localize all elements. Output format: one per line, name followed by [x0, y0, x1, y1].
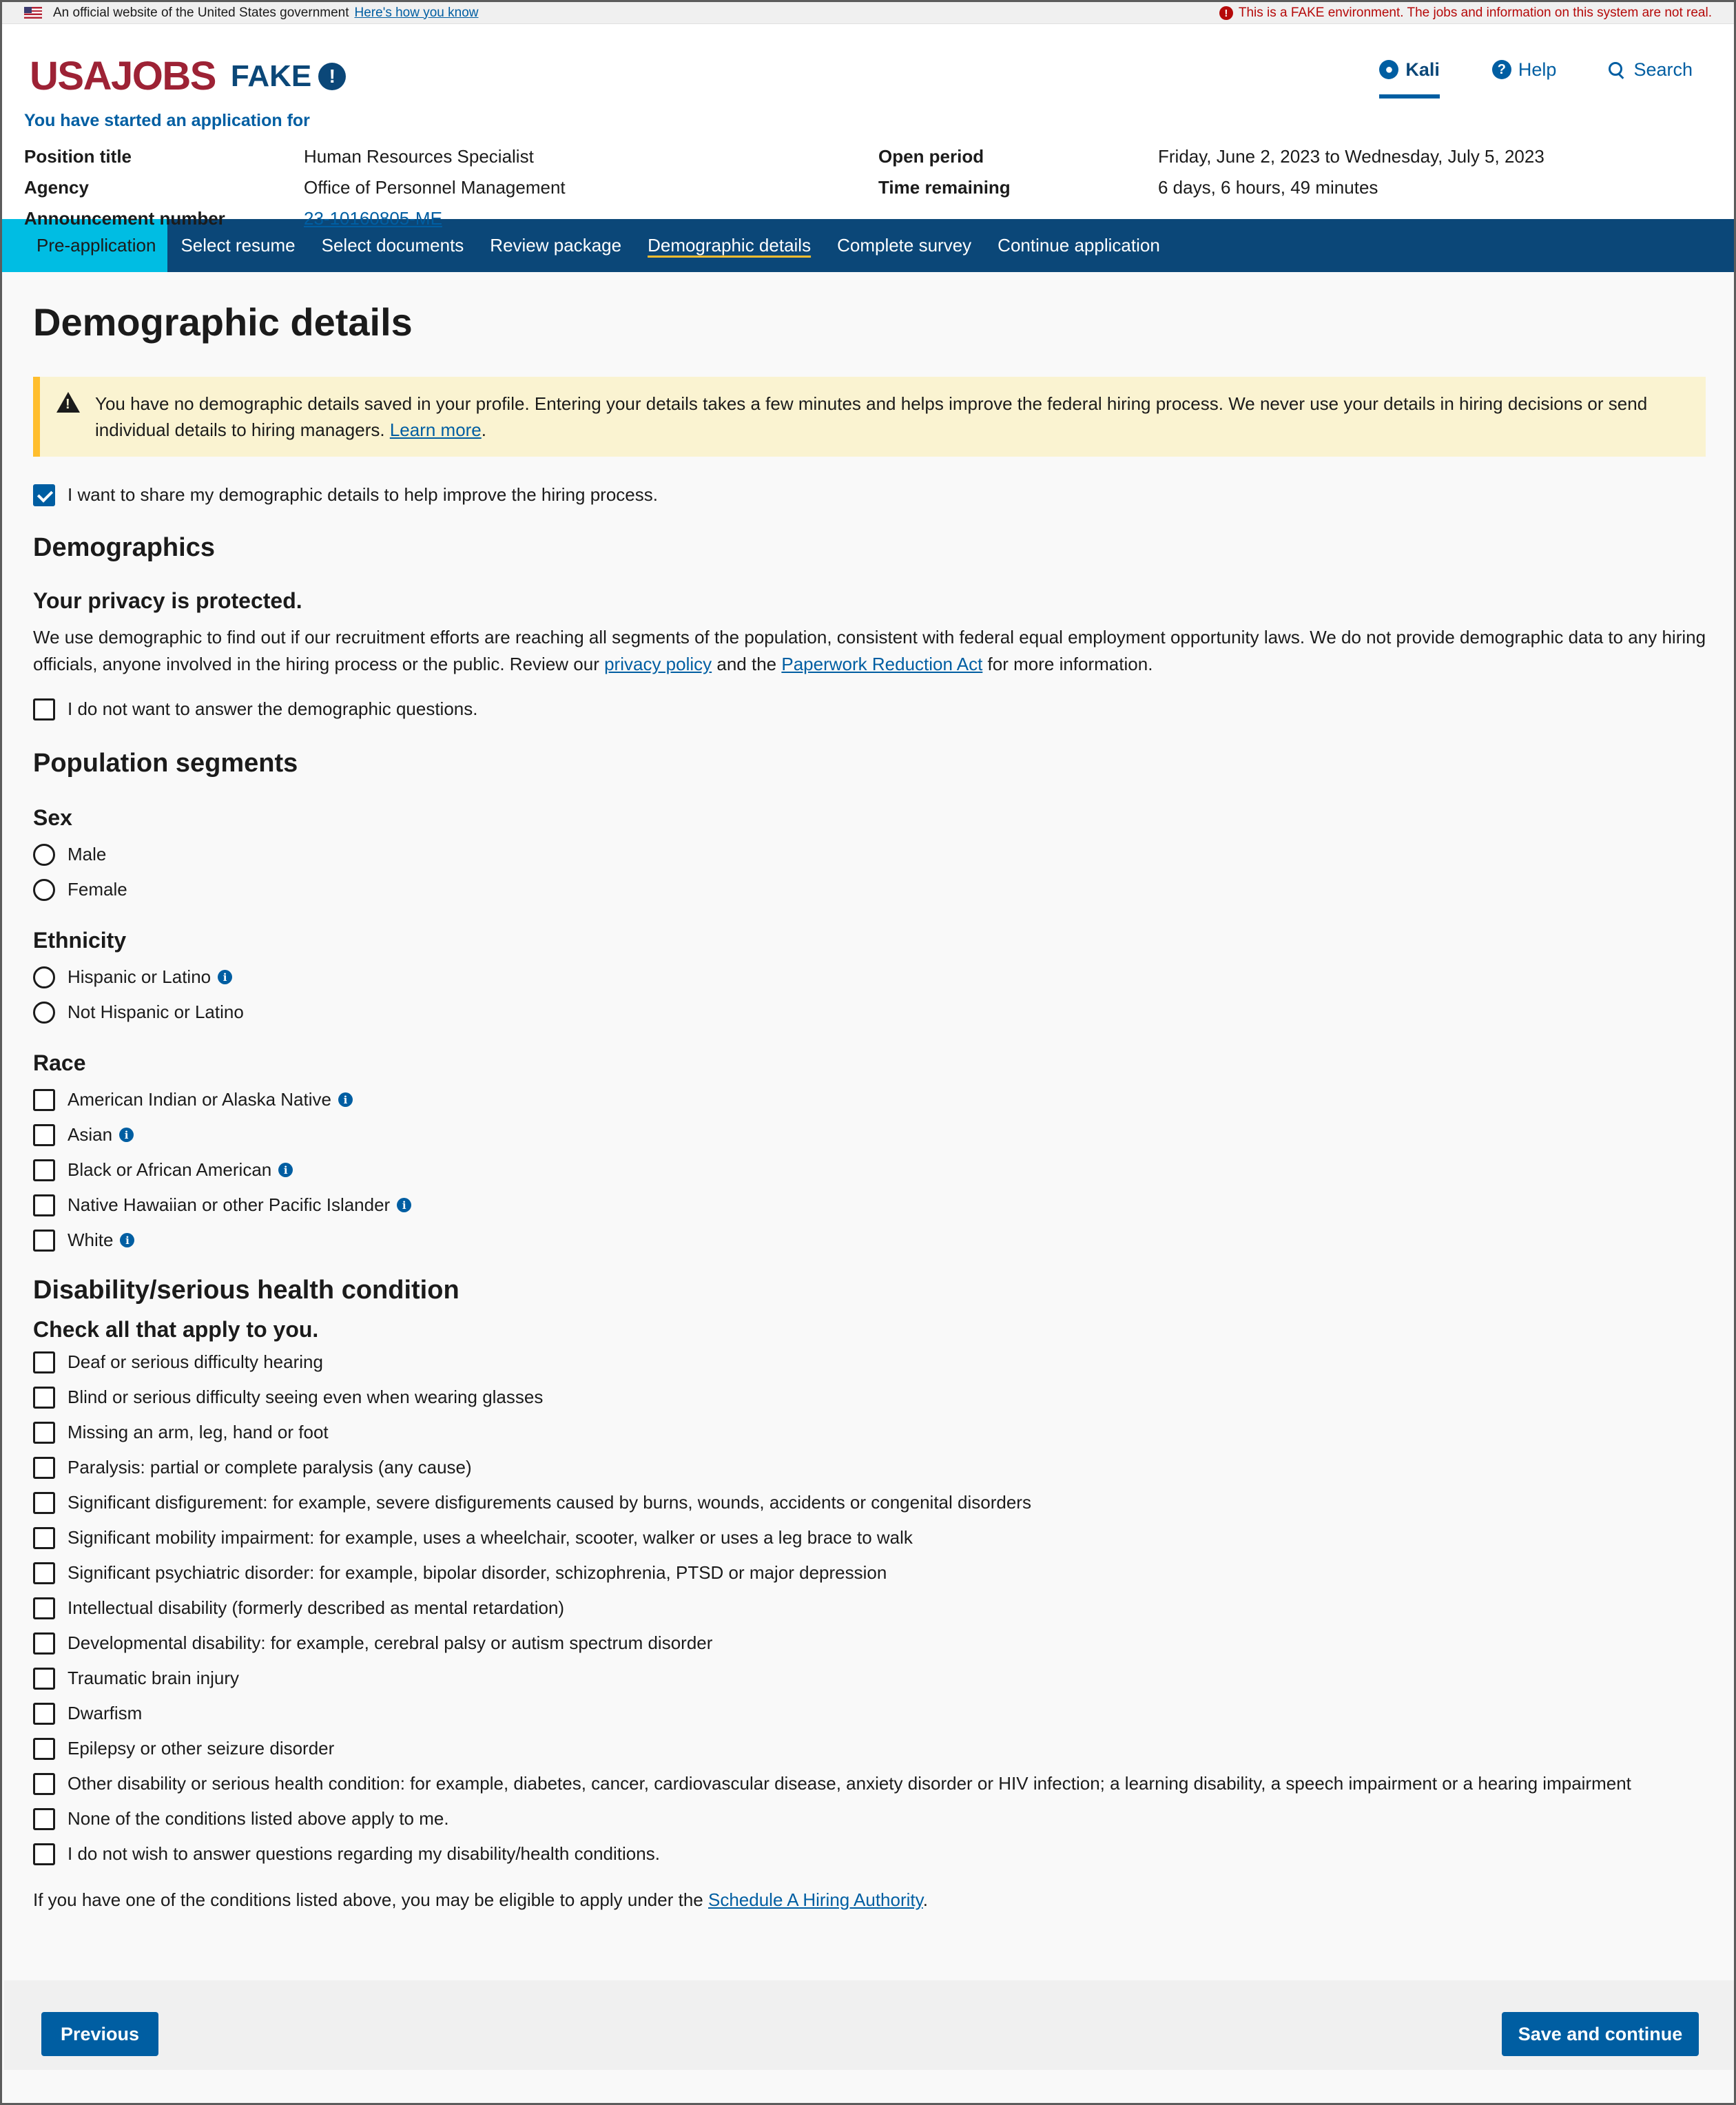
disability-checkbox[interactable]: [33, 1668, 55, 1690]
info-icon[interactable]: i: [119, 1128, 134, 1142]
agency-value: Office of Personnel Management: [304, 177, 566, 198]
disability-option[interactable]: Paralysis: partial or complete paralysis (any cause): [33, 1450, 1703, 1485]
disability-option[interactable]: Epilepsy or other seizure disorder: [33, 1731, 1703, 1766]
info-icon[interactable]: i: [278, 1163, 293, 1177]
disability-checkbox[interactable]: [33, 1773, 55, 1795]
warning-icon: [56, 392, 80, 413]
application-info: [24, 141, 1677, 234]
schedule-a-link[interactable]: Schedule A Hiring Authority: [708, 1889, 923, 1910]
disability-checkbox[interactable]: [33, 1738, 55, 1760]
step-select-resume[interactable]: Select resume: [180, 235, 296, 256]
nav-profile-label: Kali: [1405, 59, 1440, 80]
share-label: I want to share my demographic details to help improve the hiring process.: [68, 484, 658, 505]
disability-option[interactable]: Other disability or serious health condition: for example, diabetes, cancer, cardiovascular disease, anxiety disorder or HIV infection; a learning disability, a speech impairment or a hearing impairment: [33, 1766, 1703, 1801]
disability-option[interactable]: Dwarfism: [33, 1696, 1703, 1731]
warning-alert: ! You have no demographic details saved in your profile. Entering your details takes a few minutes and helps improve the federal hiring process. We never use your details in hiring decisions or send individual details to hiring managers. Learn more.: [33, 377, 1706, 457]
alert-badge-icon: !: [318, 63, 346, 90]
no-answer-label: I do not want to answer the demographic questions.: [68, 698, 478, 719]
step-demographic-details[interactable]: Demographic details: [648, 235, 812, 256]
no-answer-checkbox-row[interactable]: [33, 692, 1703, 727]
race-checkbox[interactable]: [33, 1124, 55, 1146]
privacy-policy-link[interactable]: privacy policy: [604, 654, 712, 674]
disability-option[interactable]: I do not wish to answer questions regarding my disability/health conditions.: [33, 1836, 1703, 1871]
save-continue-button[interactable]: Save and continue: [1502, 2012, 1699, 2056]
nav-profile[interactable]: [1379, 49, 1440, 90]
previous-button[interactable]: Previous: [41, 2012, 158, 2056]
disability-option[interactable]: Developmental disability: for example, cerebral palsy or autism spectrum disorder: [33, 1626, 1703, 1661]
step-review-package[interactable]: Review package: [490, 235, 622, 256]
radio-male[interactable]: [33, 844, 55, 866]
disability-option[interactable]: Significant mobility impairment: for example, uses a wheelchair, scooter, walker or uses a leg brace to walk: [33, 1520, 1703, 1555]
disability-options: [33, 1345, 1703, 1871]
privacy-text: We use demographic to find out if our recruitment efforts are reaching all segments of the population, consistent with federal equal employment opportunity laws. We do not provide demographic data to any hiring officials, anyone involved in the hiring process or the public. Review our privacy policy and the Paperwork Reduction Act for more information.: [33, 627, 1706, 674]
open-period-label: Open period: [878, 146, 984, 167]
disability-checkbox[interactable]: [33, 1527, 55, 1549]
disability-checkbox[interactable]: [33, 1562, 55, 1584]
position-label: Position title: [24, 146, 132, 167]
disability-heading: Disability/serious health condition: [33, 1276, 459, 1305]
position-value: Human Resources Specialist: [304, 146, 534, 167]
application-started-label: You have started an application for: [24, 111, 310, 130]
race-option[interactable]: Black or African American i: [33, 1152, 1703, 1188]
step-continue-application[interactable]: Continue application: [998, 235, 1160, 256]
sex-option-male[interactable]: Male: [33, 837, 1703, 872]
radio-female[interactable]: [33, 879, 55, 901]
demographics-heading: Demographics: [33, 533, 215, 562]
official-text: An official website of the United States government: [53, 5, 349, 20]
privacy-heading: Your privacy is protected.: [33, 588, 302, 613]
paperwork-act-link[interactable]: Paperwork Reduction Act: [781, 654, 983, 674]
sex-options: [33, 837, 1703, 907]
disability-checkbox[interactable]: [33, 1457, 55, 1479]
us-flag-icon: [24, 7, 42, 19]
step-pre-application[interactable]: Pre-application: [2, 219, 167, 272]
race-checkbox[interactable]: [33, 1230, 55, 1252]
logo-fake-label: FAKE: [230, 59, 312, 93]
info-icon[interactable]: i: [218, 970, 232, 984]
race-checkbox[interactable]: [33, 1159, 55, 1181]
nav-search[interactable]: [1609, 49, 1693, 90]
open-period-value: Friday, June 2, 2023 to Wednesday, July 5, 2023: [1158, 146, 1544, 167]
share-checkbox-row[interactable]: [33, 477, 1703, 512]
announcement-link[interactable]: 23-10160805-ME: [304, 208, 442, 229]
sex-heading: Sex: [33, 805, 72, 830]
disability-checkbox[interactable]: [33, 1597, 55, 1619]
agency-label: Agency: [24, 177, 89, 198]
disability-checkbox[interactable]: [33, 1351, 55, 1373]
ethnicity-heading: Ethnicity: [33, 928, 127, 953]
race-options: [33, 1082, 1703, 1258]
disability-option[interactable]: None of the conditions listed above apply to me.: [33, 1801, 1703, 1836]
nav-help-label: Help: [1518, 59, 1557, 80]
alert-text: You have no demographic details saved in your profile. Entering your details takes a few minutes and helps improve the federal hiring process. We never use your details in hiring decisions or send individual details to hiring managers.: [95, 393, 1648, 440]
disability-checkbox[interactable]: [33, 1422, 55, 1444]
race-option[interactable]: Asian i: [33, 1117, 1703, 1152]
disability-option[interactable]: Significant psychiatric disorder: for example, bipolar disorder, schizophrenia, PTSD or major depression: [33, 1555, 1703, 1590]
disability-checkbox[interactable]: [33, 1492, 55, 1514]
info-icon[interactable]: i: [120, 1233, 134, 1247]
header: [2, 24, 1734, 229]
top-nav: [1327, 49, 1693, 90]
no-answer-checkbox[interactable]: [33, 698, 55, 720]
radio-hispanic[interactable]: [33, 966, 55, 988]
disability-checkbox[interactable]: [33, 1632, 55, 1655]
disability-checkbox[interactable]: [33, 1808, 55, 1830]
learn-more-link[interactable]: Learn more: [389, 419, 482, 440]
ethnicity-option-hispanic[interactable]: Hispanic or Latino i: [33, 960, 1703, 995]
nav-search-label: Search: [1633, 59, 1693, 80]
population-heading: Population segments: [33, 749, 298, 778]
gov-banner: [2, 2, 1734, 24]
disability-option[interactable]: Traumatic brain injury: [33, 1661, 1703, 1696]
disability-checkbox[interactable]: [33, 1703, 55, 1725]
disability-option[interactable]: Missing an arm, leg, hand or foot: [33, 1415, 1703, 1450]
ethnicity-option-not-hispanic[interactable]: Not Hispanic or Latino: [33, 995, 1703, 1030]
race-option[interactable]: White i: [33, 1223, 1703, 1258]
disability-option[interactable]: Blind or serious difficulty seeing even when wearing glasses: [33, 1380, 1703, 1415]
schedule-a-note: If you have one of the conditions listed above, you may be eligible to apply under the Schedule A Hiring Authority.: [33, 1889, 928, 1910]
disability-option[interactable]: Deaf or serious difficulty hearing: [33, 1345, 1703, 1380]
info-icon[interactable]: i: [397, 1198, 411, 1212]
error-icon: !: [1219, 6, 1233, 20]
disability-option[interactable]: Significant disfigurement: for example, severe disfigurements caused by burns, wounds, accidents or congenital disorders: [33, 1485, 1703, 1520]
time-remaining-value: 6 days, 6 hours, 49 minutes: [1158, 177, 1378, 198]
ethnicity-options: [33, 960, 1703, 1030]
race-heading: Race: [33, 1050, 86, 1075]
disability-option[interactable]: Intellectual disability (formerly described as mental retardation): [33, 1590, 1703, 1626]
step-select-documents[interactable]: Select documents: [321, 235, 464, 256]
radio-not-hispanic[interactable]: [33, 1002, 55, 1024]
help-icon: ?: [1492, 60, 1511, 79]
race-checkbox[interactable]: [33, 1194, 55, 1216]
disability-checkbox[interactable]: [33, 1387, 55, 1409]
how-you-know-link[interactable]: Here's how you know: [354, 5, 479, 20]
nav-help[interactable]: [1492, 49, 1557, 90]
sex-option-female[interactable]: Female: [33, 872, 1703, 907]
fake-notice: [1219, 2, 1712, 24]
fake-notice-text: This is a FAKE environment. The jobs and information on this system are not real.: [1238, 6, 1712, 20]
step-complete-survey[interactable]: Complete survey: [837, 235, 972, 256]
race-checkbox[interactable]: [33, 1089, 55, 1111]
race-option[interactable]: American Indian or Alaska Native i: [33, 1082, 1703, 1117]
share-checkbox[interactable]: [33, 484, 55, 506]
announcement-label: Announcement number: [24, 208, 225, 229]
info-icon[interactable]: i: [338, 1092, 353, 1107]
main-content: [2, 300, 1734, 1914]
race-option[interactable]: Native Hawaiian or other Pacific Islander i: [33, 1188, 1703, 1223]
page-title: Demographic details: [33, 300, 413, 344]
time-remaining-label: Time remaining: [878, 177, 1011, 198]
disability-subheading: Check all that apply to you.: [33, 1317, 319, 1342]
user-icon: ●: [1379, 60, 1398, 79]
disability-checkbox[interactable]: [33, 1843, 55, 1865]
usajobs-logo[interactable]: [30, 53, 346, 99]
form-actions: [4, 1980, 1736, 2070]
logo-wordmark: USAJOBS: [30, 54, 216, 98]
search-icon: [1609, 62, 1624, 77]
